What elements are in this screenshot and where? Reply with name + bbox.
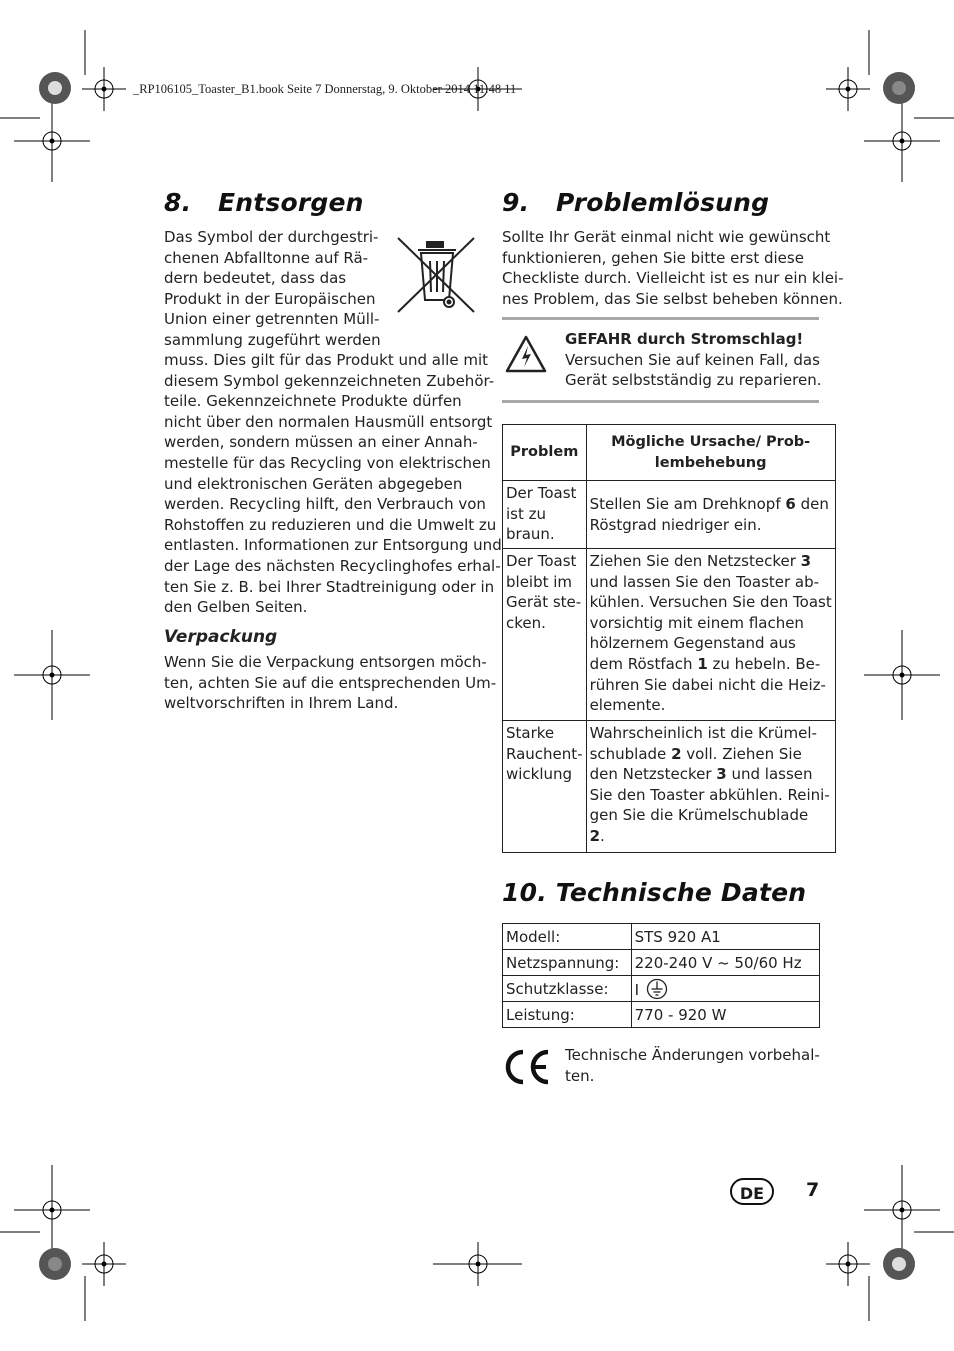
ce-mark-icon xyxy=(502,1047,552,1087)
table-row xyxy=(503,924,820,950)
electric-shock-warning xyxy=(502,317,822,403)
solution-cell xyxy=(586,549,835,721)
problem-cell xyxy=(503,549,587,721)
technical-changes-note xyxy=(565,1045,820,1086)
text-line: der Lage des nächsten Recyclinghofes erhal- xyxy=(164,556,501,575)
text-line: Das Symbol der durchgestri- xyxy=(164,228,379,246)
text-line: braun. xyxy=(506,525,555,544)
table-row xyxy=(503,1002,820,1028)
problem-cell xyxy=(503,481,587,549)
text-line: kühlen. Versuchen Sie den Toast xyxy=(589,593,832,612)
text-line: werden, sondern müssen an einer Annah- xyxy=(164,433,478,452)
text-line: nicht über den normalen Hausmüll entsorgt xyxy=(164,412,493,431)
text-line: werden. Recycling hilft, den Verbrauch von xyxy=(164,495,486,514)
text-line: Wahrscheinlich ist die Krümel- xyxy=(589,724,817,742)
text-line: Stellen Sie am Drehknopf 6 den xyxy=(589,494,829,513)
text-line: nes Problem, das Sie selbst beheben können. xyxy=(502,289,843,308)
text-line: Checkliste durch. Vielleicht ist es nur ein klei- xyxy=(502,269,844,288)
text-line: Union einer getrennten Müll- xyxy=(164,310,380,329)
problem-cell xyxy=(503,721,587,853)
part-reference-number: 6 xyxy=(785,494,796,513)
text-line: schublade 2 voll. Ziehen Sie xyxy=(589,744,802,763)
text-line: muss. Dies gilt für das Produkt und alle mit xyxy=(164,351,488,369)
text-line: Der Toast xyxy=(506,484,577,502)
text-line: vorsichtig mit einem flachen xyxy=(589,613,804,632)
spec-value: 770 - 920 W xyxy=(631,1002,819,1028)
text-line: den Gelben Seiten. xyxy=(164,598,308,617)
text-line: und elektronischen Geräten abgegeben xyxy=(164,474,463,493)
earth-ground-icon xyxy=(646,978,668,1000)
text-line: wicklung xyxy=(506,765,573,784)
text-line: funktionieren, gehen Sie bitte erst diese xyxy=(502,248,804,267)
language-badge: DE xyxy=(730,1178,774,1205)
text-line: Technische Änderungen vorbehal- xyxy=(565,1046,820,1064)
text-line: teile. Gekennzeichnete Produkte dürfen xyxy=(164,392,462,411)
print-file-header: _RP106105_Toaster_B1.book Seite 7 Donnerstag, 9. Oktober 2014 11:48 11 xyxy=(133,82,517,96)
text-line: sammlung zugeführt werden xyxy=(164,330,381,349)
electric-hazard-triangle-icon xyxy=(504,334,548,374)
text-line: diesem Symbol gekennzeichneten Zubehör- xyxy=(164,371,495,390)
spec-label: Netzspannung: xyxy=(503,950,632,976)
table-row xyxy=(503,481,836,549)
text-line: Rohstoffen zu reduzieren und die Umwelt zu xyxy=(164,515,497,534)
text-line: Wenn Sie die Verpackung entsorgen möch- xyxy=(164,653,487,671)
text-line: weltvorschriften in Ihrem Land. xyxy=(164,694,399,713)
technical-data-table xyxy=(502,923,820,1028)
solution-cell xyxy=(586,721,835,853)
text-line: 2. xyxy=(589,826,605,845)
text-line: entlasten. Informationen zur Entsorgung und xyxy=(164,536,502,555)
spec-label: Leistung: xyxy=(503,1002,632,1028)
part-reference-number: 1 xyxy=(697,654,708,673)
text-line: hölzernem Gegenstand aus xyxy=(589,634,796,653)
table-row xyxy=(503,950,820,976)
column-header-problem: Problem xyxy=(503,425,587,481)
text-line: cken. xyxy=(506,613,546,632)
text-line: dem Röstfach 1 zu hebeln. Be- xyxy=(589,654,821,673)
warning-title: GEFAHR durch Stromschlag! xyxy=(565,330,804,348)
text-line: ten, achten Sie auf die entsprechenden Um- xyxy=(164,673,497,692)
troubleshooting-intro xyxy=(502,227,844,309)
troubleshooting-table xyxy=(502,424,836,853)
table-row xyxy=(503,549,836,721)
text-line: Röstgrad niedriger ein. xyxy=(589,515,762,534)
text-line: ist zu xyxy=(506,504,547,523)
table-row xyxy=(503,976,820,1002)
text-line: Produkt in der Europäischen xyxy=(164,289,376,308)
text-line: elemente. xyxy=(589,696,666,715)
text-line: und lassen Sie den Toaster ab- xyxy=(589,572,820,591)
subheading-verpackung: Verpackung xyxy=(164,627,278,647)
disposal-intro xyxy=(164,227,381,351)
crossed-out-wheelie-bin-icon xyxy=(394,234,478,316)
spec-label: Modell: xyxy=(503,924,632,950)
disposal-body xyxy=(164,350,502,618)
spec-value: STS 920 A1 xyxy=(631,924,819,950)
text-line: Sie den Toaster abkühlen. Reini- xyxy=(589,785,830,804)
spec-value: 220-240 V ~ 50/60 Hz xyxy=(631,950,819,976)
text-line: mestelle für das Recycling von elektrischen xyxy=(164,453,491,472)
text-line: dern bedeutet, dass das xyxy=(164,269,347,288)
text-line: Gerät selbstständig zu reparieren. xyxy=(565,371,822,390)
text-line: ten Sie z. B. bei Ihrer Stadtreinigung oder in xyxy=(164,577,495,596)
column-header-cause: Mögliche Ursache/ Prob- lembehebung xyxy=(586,425,835,481)
part-reference-number: 3 xyxy=(716,765,727,784)
part-reference-number: 3 xyxy=(800,552,812,570)
table-row xyxy=(503,721,836,853)
page-number: 7 xyxy=(806,1179,820,1201)
spec-value: I xyxy=(634,980,640,999)
text-line: rühren Sie dabei nicht die Heiz- xyxy=(589,675,826,694)
text-line: Sollte Ihr Gerät einmal nicht wie gewünscht xyxy=(502,228,831,246)
text-line: chenen Abfalltonne auf Rä- xyxy=(164,248,369,267)
text-line: gen Sie die Krümelschublade xyxy=(589,806,809,825)
text-line: Versuchen Sie auf keinen Fall, das xyxy=(565,350,820,369)
section-title-entsorgen: 8. Entsorgen xyxy=(164,188,364,217)
text-line: den Netzstecker 3 und lassen xyxy=(589,765,813,784)
section-title-technische-daten: 10. Technische Daten xyxy=(502,878,807,907)
spec-label: Schutzklasse: xyxy=(503,976,632,1002)
packaging-text xyxy=(164,652,496,714)
text-line: bleibt im xyxy=(506,572,573,591)
part-reference-number: 2 xyxy=(589,826,601,845)
section-title-problemloesung: 9. Problemlösung xyxy=(502,188,770,217)
text-line: Ziehen Sie den Netzstecker 3 xyxy=(589,552,812,570)
text-line: Der Toast xyxy=(506,552,577,570)
text-line: Rauchent- xyxy=(506,744,583,763)
text-line: Starke xyxy=(506,724,555,742)
solution-cell xyxy=(586,481,835,549)
part-reference-number: 2 xyxy=(671,744,682,763)
text-line: ten. xyxy=(565,1066,595,1085)
text-line: Gerät ste- xyxy=(506,593,582,612)
